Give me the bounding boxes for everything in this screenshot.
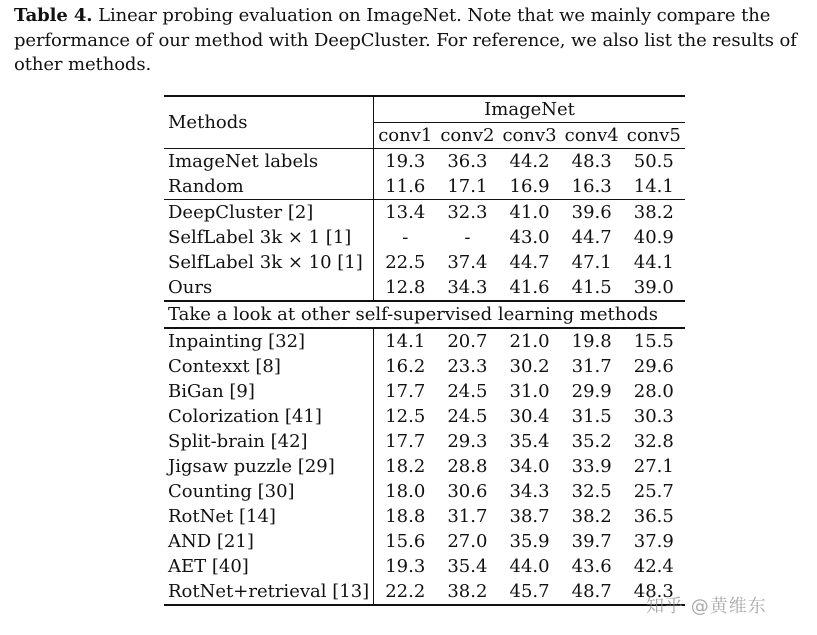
column-header: conv2 [440, 125, 495, 146]
value-cell: 43.6 [571, 556, 612, 577]
value-cell: 41.5 [571, 277, 612, 298]
value-cell: 22.5 [385, 252, 426, 273]
column-header: conv5 [626, 125, 681, 146]
value-cell: 18.8 [385, 506, 426, 527]
value-cell: 31.7 [447, 506, 488, 527]
header-row-group [164, 96, 685, 123]
note-row [164, 301, 685, 328]
value-cell: 22.2 [374, 579, 437, 605]
value-cell: 35.4 [509, 431, 550, 452]
table-row [164, 354, 685, 379]
method-cell: DeepCluster [2] [164, 200, 374, 226]
method-cell: Counting [30] [164, 479, 374, 504]
column-header: conv3 [502, 125, 557, 146]
value-cell: 48.3 [623, 579, 685, 605]
method-cell: AET [40] [164, 554, 374, 579]
method-cell: SelfLabel 3k × 1 [1] [164, 225, 374, 250]
value-cell: 48.3 [561, 149, 623, 175]
value-cell: 16.2 [385, 356, 426, 377]
table-row [164, 225, 685, 250]
value-cell: 23.3 [447, 356, 488, 377]
table-row [164, 250, 685, 275]
value-cell: 34.3 [447, 277, 488, 298]
value-cell: 18.2 [385, 456, 426, 477]
value-cell: 14.1 [633, 176, 674, 197]
table-row [164, 579, 685, 605]
value-cell: 31.0 [509, 381, 550, 402]
value-cell: 20.7 [436, 328, 498, 354]
section-baselines [164, 149, 685, 200]
table-row [164, 404, 685, 429]
value-cell: 30.4 [509, 406, 550, 427]
method-cell: Inpainting [32] [164, 328, 374, 354]
table-row [164, 328, 685, 354]
value-cell: 13.4 [374, 200, 437, 226]
value-cell: 12.5 [385, 406, 426, 427]
value-cell: 37.4 [447, 252, 488, 273]
value-cell: 17.7 [385, 381, 426, 402]
value-cell: 34.3 [509, 481, 550, 502]
column-header: conv4 [564, 125, 619, 146]
value-cell: 31.5 [571, 406, 612, 427]
value-cell: 33.9 [571, 456, 612, 477]
method-cell: ImageNet labels [164, 149, 374, 175]
method-cell: Ours [164, 275, 374, 301]
value-cell: 29.9 [571, 381, 612, 402]
value-cell: 38.2 [623, 200, 685, 226]
value-cell: 44.7 [509, 252, 550, 273]
value-cell: 16.9 [509, 176, 550, 197]
value-cell: 30.6 [447, 481, 488, 502]
value-cell: 30.3 [633, 406, 674, 427]
method-cell: SelfLabel 3k × 10 [1] [164, 250, 374, 275]
method-cell: Random [164, 174, 374, 200]
value-cell: 40.9 [633, 227, 674, 248]
value-cell: 11.6 [385, 176, 426, 197]
table-row [164, 174, 685, 200]
value-cell: 17.7 [385, 431, 426, 452]
value-cell: 34.0 [509, 456, 550, 477]
table-row [164, 504, 685, 529]
value-cell: 39.6 [561, 200, 623, 226]
value-cell: 28.8 [447, 456, 488, 477]
value-cell: 35.9 [509, 531, 550, 552]
value-cell: 44.7 [571, 227, 612, 248]
watermark: 知乎 @黄维东 [646, 596, 767, 617]
table-row [164, 379, 685, 404]
value-cell: 12.8 [385, 277, 426, 298]
value-cell: 44.0 [509, 556, 550, 577]
value-cell: 35.2 [571, 431, 612, 452]
value-cell: 50.5 [623, 149, 685, 175]
methods-header: Methods [164, 96, 374, 149]
value-cell: 15.5 [623, 328, 685, 354]
value-cell: 25.7 [633, 481, 674, 502]
value-cell: 38.2 [436, 579, 498, 605]
value-cell: 35.4 [447, 556, 488, 577]
value-cell: 32.8 [633, 431, 674, 452]
value-cell: 38.2 [571, 506, 612, 527]
value-cell: 39.0 [633, 277, 674, 298]
value-cell: 36.3 [436, 149, 498, 175]
value-cell: 39.7 [571, 531, 612, 552]
value-cell: 15.6 [385, 531, 426, 552]
value-cell: 42.4 [633, 556, 674, 577]
value-cell: 19.3 [385, 556, 426, 577]
value-cell: 21.0 [498, 328, 560, 354]
method-cell: AND [21] [164, 529, 374, 554]
section-other-methods [164, 328, 685, 605]
table-row [164, 529, 685, 554]
method-cell: Colorization [41] [164, 404, 374, 429]
value-cell: 29.6 [633, 356, 674, 377]
value-cell: 24.5 [447, 381, 488, 402]
value-cell: 19.8 [561, 328, 623, 354]
value-cell: 45.7 [498, 579, 560, 605]
imagenet-group-header: ImageNet [374, 96, 685, 123]
caption-label: Table 4. [14, 5, 93, 26]
section-note: Take a look at other self-supervised learning methods [164, 301, 685, 328]
table-caption [14, 4, 806, 78]
table-row [164, 275, 685, 301]
method-cell: Jigsaw puzzle [29] [164, 454, 374, 479]
method-cell: Split-brain [42] [164, 429, 374, 454]
value-cell: 47.1 [571, 252, 612, 273]
table-row [164, 479, 685, 504]
value-cell: 48.7 [561, 579, 623, 605]
value-cell: 44.1 [633, 252, 674, 273]
value-cell: - [402, 227, 409, 248]
table-row [164, 200, 685, 226]
table-row [164, 149, 685, 175]
value-cell: 43.0 [509, 227, 550, 248]
value-cell: 32.3 [436, 200, 498, 226]
value-cell: 41.6 [509, 277, 550, 298]
caption-text: Linear probing evaluation on ImageNet. Note that we mainly compare the performance of our method with DeepCluster. For reference, we also list the results of other methods. [14, 5, 797, 75]
value-cell: 27.0 [447, 531, 488, 552]
value-cell: 19.3 [374, 149, 437, 175]
value-cell: 28.0 [633, 381, 674, 402]
column-header: conv1 [378, 125, 433, 146]
method-cell: RotNet+retrieval [13] [164, 579, 374, 605]
value-cell: 32.5 [571, 481, 612, 502]
value-cell: 27.1 [633, 456, 674, 477]
value-cell: 14.1 [374, 328, 437, 354]
table-row [164, 454, 685, 479]
method-cell: BiGan [9] [164, 379, 374, 404]
value-cell: 36.5 [633, 506, 674, 527]
table-row [164, 554, 685, 579]
section-compared [164, 200, 685, 302]
value-cell: 37.9 [633, 531, 674, 552]
value-cell: 38.7 [509, 506, 550, 527]
value-cell: 41.0 [498, 200, 560, 226]
value-cell: - [464, 227, 471, 248]
value-cell: 18.0 [385, 481, 426, 502]
value-cell: 24.5 [447, 406, 488, 427]
results-table [164, 95, 685, 606]
method-cell: RotNet [14] [164, 504, 374, 529]
value-cell: 31.7 [571, 356, 612, 377]
table-row [164, 429, 685, 454]
value-cell: 30.2 [509, 356, 550, 377]
value-cell: 44.2 [498, 149, 560, 175]
method-cell: Contexxt [8] [164, 354, 374, 379]
value-cell: 29.3 [447, 431, 488, 452]
value-cell: 16.3 [571, 176, 612, 197]
value-cell: 17.1 [447, 176, 488, 197]
